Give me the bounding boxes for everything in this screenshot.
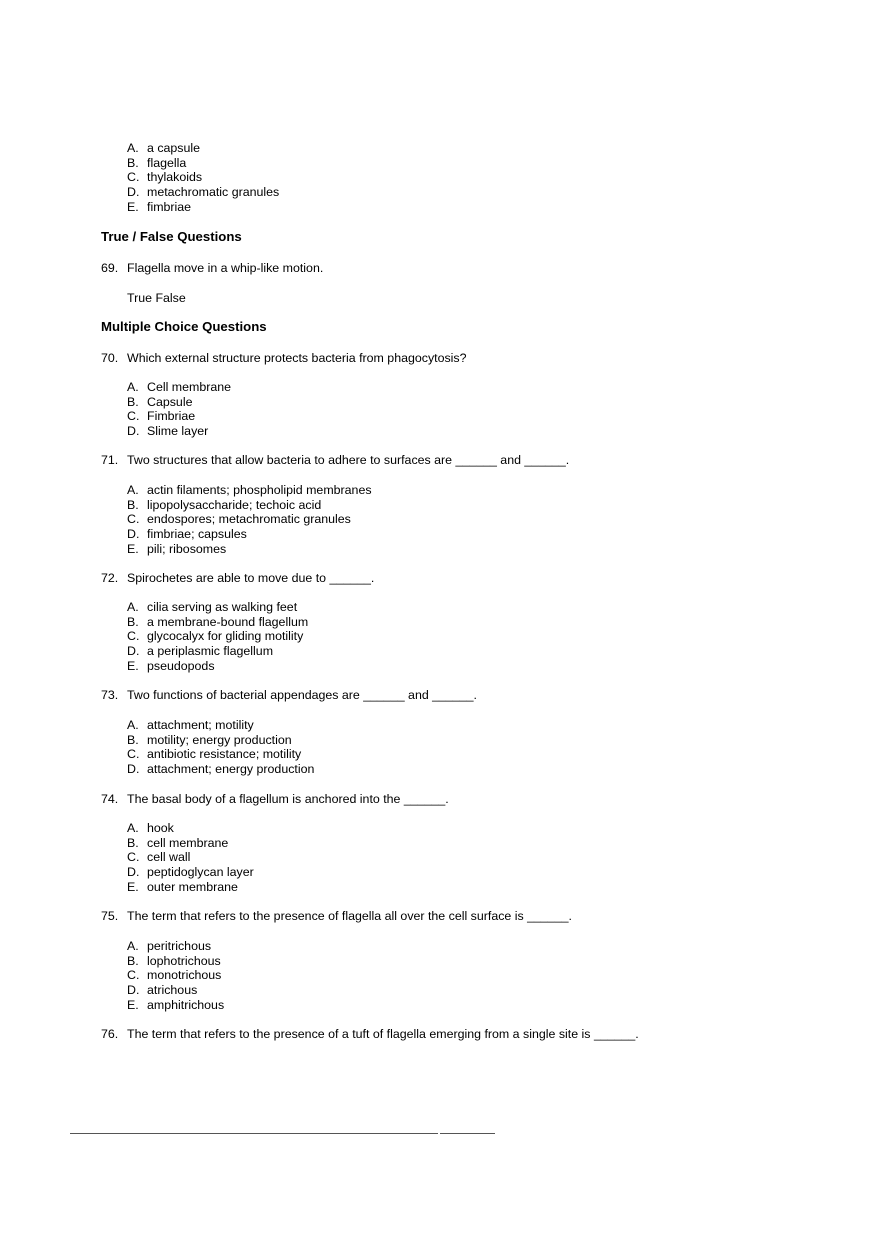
footer-rule	[70, 1133, 438, 1134]
option: A. peritrichous	[127, 939, 212, 953]
question-75: 75. The term that refers to the presence of flagella all over the cell surface is ______.	[101, 909, 572, 923]
option: E. pseudopods	[127, 658, 215, 673]
option: B. a membrane-bound flagellum	[127, 614, 309, 629]
question-70: 70. Which external structure protects bacteria from phagocytosis?	[101, 351, 467, 365]
option: B. lophotrichous	[127, 953, 221, 968]
option: D. fimbriae; capsules	[127, 527, 247, 542]
question-69: 69. Flagella move in a whip-like motion.	[101, 261, 324, 275]
question-73-options	[127, 718, 314, 777]
option: B. Capsule	[127, 394, 193, 409]
option: C. thylakoids	[127, 170, 203, 185]
option: C. monotrichous	[127, 968, 222, 983]
option: C. antibiotic resistance; motility	[127, 747, 302, 762]
option: B. motility; energy production	[127, 732, 292, 747]
true-false-heading: True / False Questions	[101, 229, 242, 244]
question-73: 73. Two functions of bacterial appendages are ______ and ______.	[101, 688, 477, 702]
option: A. actin filaments; phospholipid membranes	[127, 483, 372, 497]
option: E. amphitrichous	[127, 997, 225, 1012]
option: A. cilia serving as walking feet	[127, 600, 298, 614]
option: C. Fimbriae	[127, 409, 196, 424]
option: C. glycocalyx for gliding motility	[127, 629, 304, 644]
option: D. atrichous	[127, 983, 198, 998]
option: E. outer membrane	[127, 879, 238, 894]
option: E. fimbriae	[127, 199, 192, 214]
option: D. Slime layer	[127, 424, 209, 439]
question-72: 72. Spirochetes are able to move due to ______.	[101, 571, 375, 585]
option: B. lipopolysaccharide; techoic acid	[127, 497, 322, 512]
option: A. hook	[127, 821, 174, 835]
option: C. cell wall	[127, 850, 191, 865]
option: B. flagella	[127, 155, 187, 170]
option: D. a periplasmic flagellum	[127, 644, 274, 659]
option: D. peptidoglycan layer	[127, 865, 254, 880]
multiple-choice-heading: Multiple Choice Questions	[101, 319, 267, 334]
option: A. attachment; motility	[127, 718, 254, 732]
question-71: 71. Two structures that allow bacteria to adhere to surfaces are ______ and ______.	[101, 453, 570, 467]
true-false-answer: True False	[127, 291, 186, 305]
option: A. Cell membrane	[127, 380, 232, 394]
question-70-options	[127, 380, 231, 439]
top-options	[127, 141, 279, 214]
question-74-options	[127, 821, 254, 894]
question-76: 76. The term that refers to the presence of a tuft of flagella emerging from a single site is ______.	[101, 1027, 639, 1041]
option: A. a capsule	[127, 141, 201, 155]
footer-rule-short	[440, 1133, 495, 1134]
option: D. attachment; energy production	[127, 762, 315, 777]
question-75-options	[127, 939, 224, 1012]
question-71-options	[127, 483, 372, 556]
question-74: 74. The basal body of a flagellum is anchored into the ______.	[101, 792, 449, 806]
option: E. pili; ribosomes	[127, 541, 227, 556]
question-72-options	[127, 600, 308, 673]
option: C. endospores; metachromatic granules	[127, 512, 351, 527]
option: D. metachromatic granules	[127, 185, 280, 200]
option: B. cell membrane	[127, 835, 229, 850]
